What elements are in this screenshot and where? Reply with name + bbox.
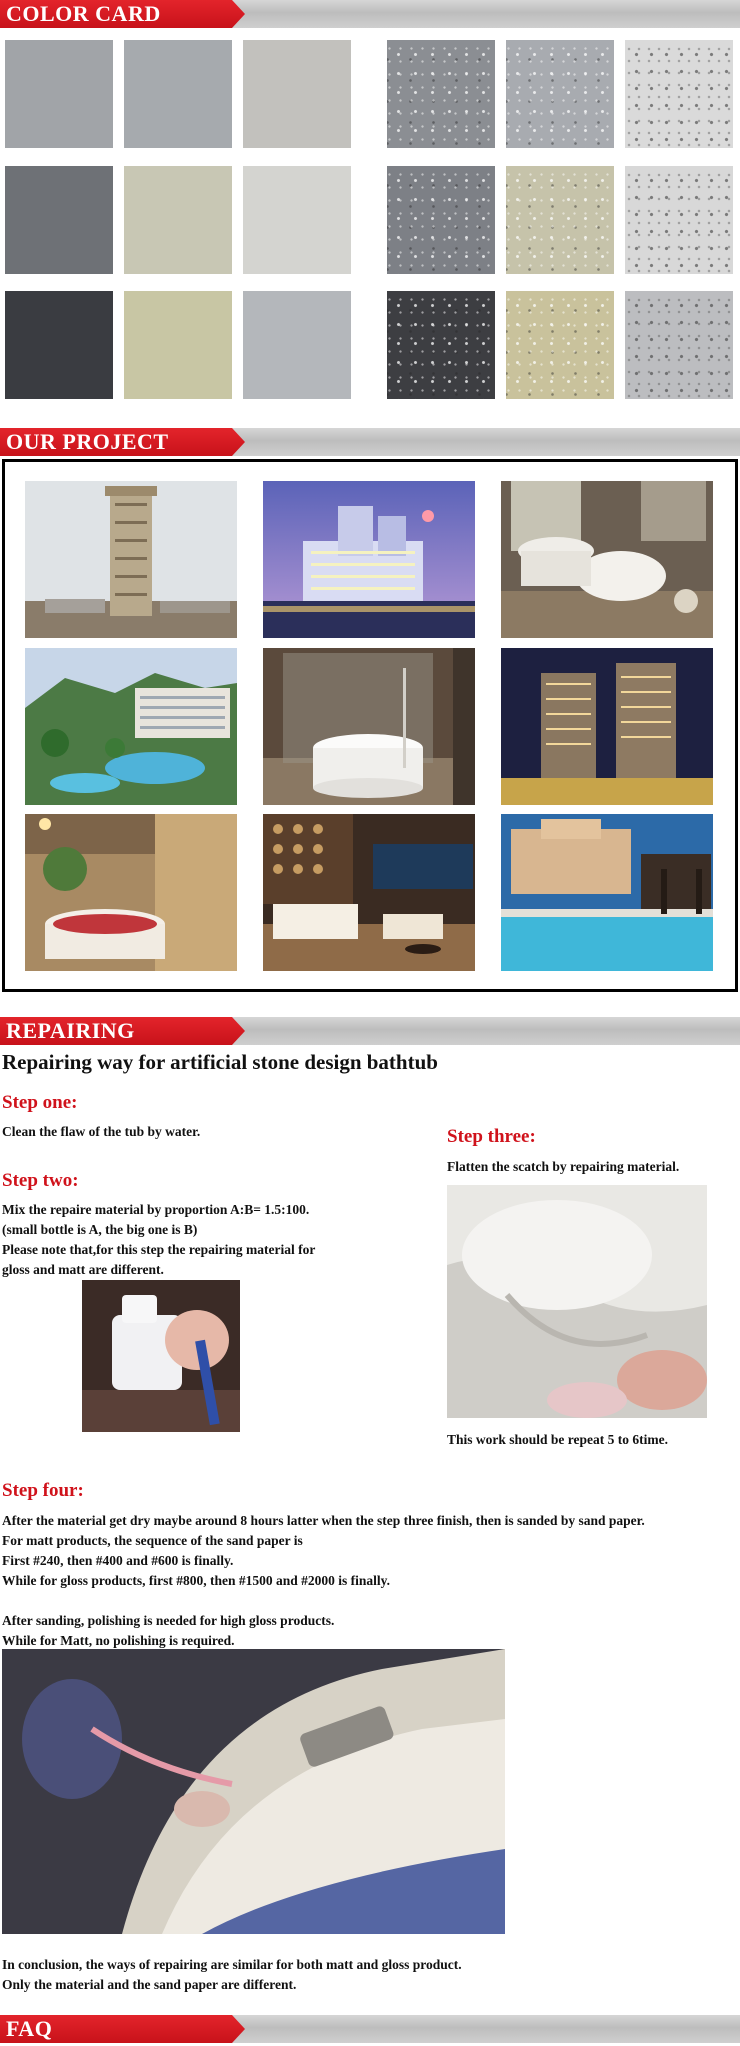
step-four-line: After sanding, polishing is needed for high gloss products. — [2, 1613, 335, 1628]
color-swatch-solid — [5, 166, 113, 274]
project-photo-bathroom-egg-tub — [501, 481, 713, 638]
color-swatch-speckled — [625, 166, 733, 274]
step-four-line: After the material get dry maybe around 8 hours latter when the step three finish, then is sanded by sand paper. — [2, 1513, 645, 1528]
step-four-line — [2, 1591, 738, 1611]
step-two-heading: Step two: — [2, 1170, 79, 1191]
step-two-text — [2, 1200, 315, 1280]
color-swatch-solid — [124, 291, 232, 399]
color-swatch-speckled — [387, 166, 495, 274]
step-two-line: gloss and matt are different. — [2, 1262, 164, 1277]
color-swatch-speckled — [387, 291, 495, 399]
conclusion-line: Only the material and the sand paper are different. — [2, 1977, 297, 1992]
repairing-heading: REPAIRING — [6, 1018, 135, 1043]
sanding-polishing-photo — [2, 1649, 505, 1934]
project-photo-tower — [25, 481, 237, 638]
step-one-text: Clean the flaw of the tub by water. — [2, 1124, 201, 1139]
conclusion-text — [2, 1955, 462, 1995]
step-two-line: Mix the repaire material by proportion A:B= 1.5:100. — [2, 1202, 310, 1217]
color-card-banner — [0, 0, 740, 28]
project-photo-resort — [25, 648, 237, 805]
color-swatch-speckled — [625, 291, 733, 399]
color-swatch-solid — [124, 166, 232, 274]
step-three-heading: Step three: — [447, 1126, 536, 1147]
project-photo-round-tub-shower — [263, 648, 475, 805]
our-project-heading: OUR PROJECT — [6, 429, 169, 454]
our-project-banner — [0, 428, 740, 456]
step-four-heading: Step four: — [2, 1480, 84, 1501]
color-swatch-solid — [124, 40, 232, 148]
step-three-text: Flatten the scatch by repairing material. — [447, 1159, 680, 1174]
step-four-text — [2, 1511, 738, 1651]
color-swatch-solid — [5, 40, 113, 148]
step-two-line: Please note that,for this step the repairing material for — [2, 1242, 316, 1257]
repair-material-bottle-photo — [82, 1280, 240, 1432]
step-four-line: First #240, then #400 and #600 is finally. — [2, 1553, 234, 1568]
project-photo-hotel-suite — [263, 814, 475, 971]
step-four-line: While for Matt, no polishing is required. — [2, 1633, 235, 1648]
color-swatch-speckled — [506, 291, 614, 399]
color-swatch-speckled — [387, 40, 495, 148]
project-photo-rose-tub — [25, 814, 237, 971]
repair-title: Repairing way for artificial stone design bathtub — [2, 1050, 438, 1074]
faq-heading: FAQ — [6, 2016, 53, 2041]
color-swatch-solid — [243, 40, 351, 148]
color-swatch-speckled — [506, 166, 614, 274]
flatten-scratch-photo — [447, 1185, 707, 1418]
color-card-heading: COLOR CARD — [6, 1, 161, 26]
step-two-line: (small bottle is A, the big one is B) — [2, 1222, 198, 1237]
step-one-heading: Step one: — [2, 1092, 78, 1113]
color-swatch-speckled — [625, 40, 733, 148]
faq-banner — [0, 2015, 740, 2043]
project-photo-twin-towers — [501, 648, 713, 805]
step-three-note: This work should be repeat 5 to 6time. — [447, 1432, 669, 1447]
color-swatch-solid — [243, 166, 351, 274]
color-swatch-speckled — [506, 40, 614, 148]
conclusion-line: In conclusion, the ways of repairing are similar for both matt and gloss product. — [2, 1957, 462, 1972]
color-swatch-solid — [243, 291, 351, 399]
color-swatch-solid — [5, 291, 113, 399]
step-four-line: While for gloss products, first #800, then #1500 and #2000 is finally. — [2, 1573, 391, 1588]
project-photo-hotel-night — [263, 481, 475, 638]
project-photo-casino-pool — [501, 814, 713, 971]
step-four-line: For matt products, the sequence of the sand paper is — [2, 1533, 303, 1548]
repairing-banner — [0, 1017, 740, 1045]
